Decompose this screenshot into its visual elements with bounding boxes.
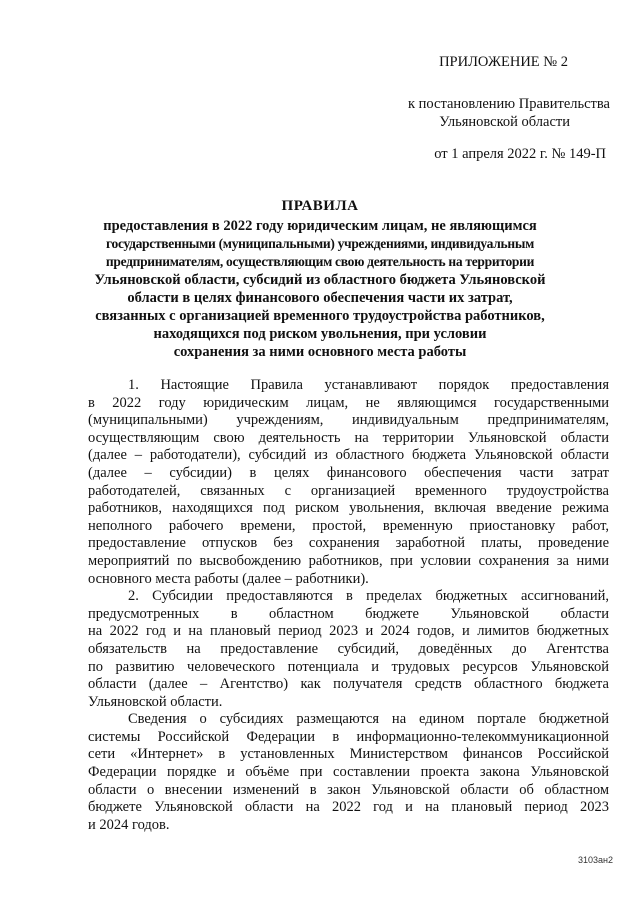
paragraph-line: Сведения о субсидиях размещаются на едином портале бюджетной bbox=[128, 711, 609, 728]
subtitle-line: государственными (муниципальными) учреждениями, индивидуальным bbox=[106, 236, 534, 251]
paragraph-line: сети «Интернет» в установленных Министерством финансов Российской bbox=[88, 746, 609, 763]
paragraph-line: области (далее – Агентство) как получателя средств областного бюджета bbox=[88, 676, 609, 693]
paragraph-line: бюджете Ульяновской области на 2022 год и на плановый период 2023 bbox=[88, 799, 609, 816]
paragraph-line: мероприятий по высвобождению работников, при условии сохранения за ними bbox=[88, 552, 609, 569]
paragraph-line: (далее – работодатели), субсидий из областного бюджета Ульяновской области bbox=[88, 447, 609, 464]
paragraph-2 bbox=[88, 588, 609, 711]
subtitle-line: находящихся под риском увольнения, при условии bbox=[153, 326, 487, 342]
paragraph-1 bbox=[88, 377, 609, 588]
document-subtitle bbox=[90, 217, 550, 361]
subtitle-line: связанных с организацией временного трудоустройства работников, bbox=[95, 308, 545, 324]
appendix-reference-line-2: Ульяновской области bbox=[439, 114, 570, 130]
paragraph-line: обязательств на предоставление субсидий, доведённых до Агентства bbox=[88, 640, 609, 657]
paragraph-line: в 2022 году юридическим лицам, не являющимся государственными bbox=[88, 394, 609, 411]
document-title: ПРАВИЛА bbox=[281, 198, 359, 214]
paragraph-line: основного места работы (далее – работники). bbox=[88, 570, 369, 587]
subtitle-line: предоставления в 2022 году юридическим лицам, не являющимся bbox=[103, 218, 537, 234]
paragraph-line: неполного рабочего времени, простой, временную приостановку работ, bbox=[88, 517, 609, 534]
document-code: 3103ан2 bbox=[577, 855, 613, 865]
paragraph-line: работников, находящихся под риском увольнения, включая введение режима bbox=[88, 500, 609, 517]
paragraph-line: предоставление отпусков без сохранения заработной платы, проведение bbox=[88, 535, 609, 552]
paragraph-line: Ульяновской области. bbox=[88, 693, 223, 710]
appendix-date-line: от 1 апреля 2022 г. № 149-П bbox=[434, 146, 606, 162]
subtitle-line: сохранения за ними основного места работы bbox=[173, 344, 467, 360]
paragraph-line: по развитию человеческого потенциала и трудовых ресурсов Ульяновской bbox=[88, 658, 609, 675]
paragraph-line: системы Российской Федерации в информационно-телекоммуникационной bbox=[88, 728, 609, 745]
paragraph-line: и 2024 годов. bbox=[88, 816, 170, 833]
paragraph-3 bbox=[88, 711, 609, 834]
paragraph-line: (далее – субсидии) в целях финансового обеспечения части затрат bbox=[88, 464, 609, 481]
paragraph-line: предусмотренных в областном бюджете Ульяновской области bbox=[88, 605, 609, 622]
paragraph-line: Федерации порядке и объёме при составлении проекта закона Ульяновской bbox=[88, 764, 609, 781]
subtitle-line: Ульяновской области, субсидий из областного бюджета Ульяновской bbox=[94, 272, 546, 288]
subtitle-line: предпринимателям, осуществляющим свою деятельность на территории bbox=[105, 254, 535, 269]
paragraph-line: на 2022 год и на плановый период 2023 и 2024 годов, и лимитов бюджетных bbox=[88, 623, 609, 640]
paragraph-line: области о внесении изменений в закон Ульяновской области об областном bbox=[88, 781, 609, 798]
paragraph-line: осуществляющим свою деятельность на территории Ульяновской области bbox=[88, 429, 609, 446]
paragraph-line: 2. Субсидии предоставляются в пределах бюджетных ассигнований, bbox=[128, 588, 609, 605]
paragraph-line: работодателей, связанных с организацией временного трудоустройства bbox=[88, 482, 609, 499]
paragraph-line: 1. Настоящие Правила устанавливают порядок предоставления bbox=[128, 377, 609, 393]
document-body bbox=[88, 377, 609, 834]
paragraph-line: (муниципальными) учреждениям, индивидуальным предпринимателям, bbox=[88, 412, 609, 429]
appendix-reference-line-1: к постановлению Правительства bbox=[408, 96, 610, 112]
subtitle-line: области в целях финансового обеспечения части их затрат, bbox=[127, 290, 513, 306]
appendix-number: ПРИЛОЖЕНИЕ № 2 bbox=[439, 54, 568, 70]
